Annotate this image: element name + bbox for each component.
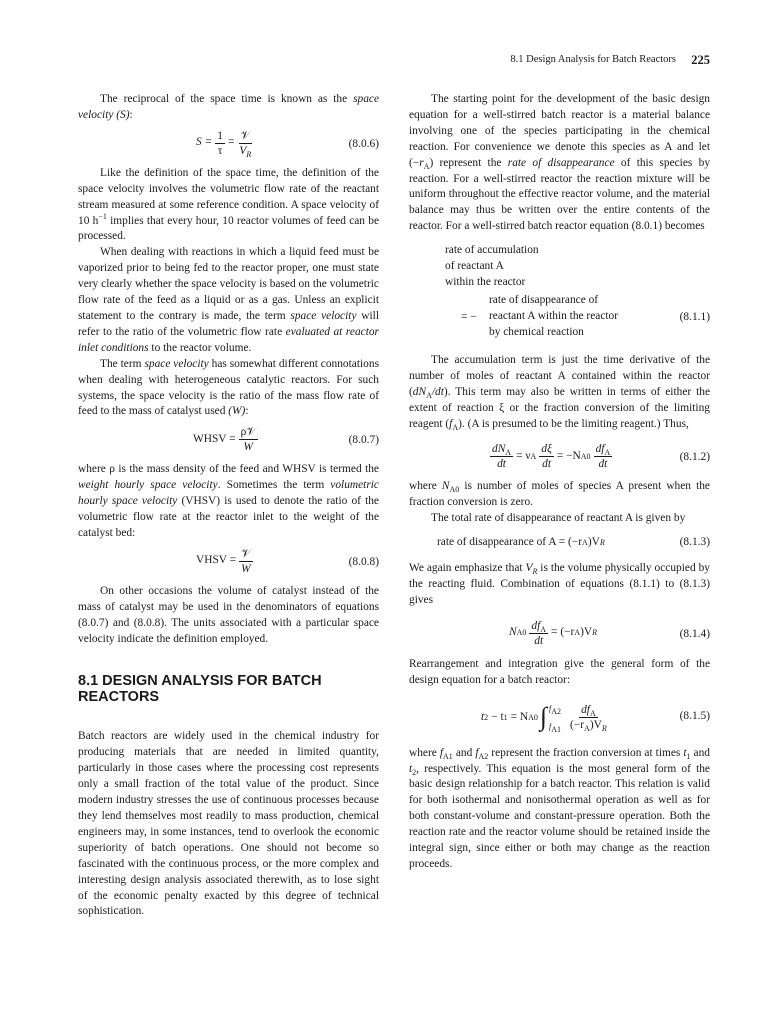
equation-8-0-6: S = $\frac{1}{\tau}$ = $\frac{\text{𝒱}}{V_R}$ (8.0.6) xyxy=(196,129,379,159)
paragraph: The starting point for the development of the basic design equation for a well-stirred batch reactor is a material balance involving one of the species participating in the chemical reaction. For convenience we denote this species as A and let $(-r_A)$ represent the rate of disappearance of this species by reaction. For a well-stirred reactor the reaction mixture will be uniform throughout the effective reactor volume, and the material balance may thus be written over the entire contents of the reactor. For a well-stirred batch reactor equation (8.0.1) becomes xyxy=(409,93,711,233)
equation-8-1-2: $\frac{dN_A}{dt}$ = ν A $\frac{d\xi}{dt}$ = −N A0 $\frac{df_A}{dt}$ (8.1.2) xyxy=(492,443,710,471)
paragraph: The reciprocal of the space time is known as the space velocity (S): xyxy=(78,93,379,121)
paragraph: Rearrangement and integration give the general form of the design equation for a batch reactor: xyxy=(409,657,710,686)
equation-number: (8.0.6) xyxy=(348,137,379,150)
paragraph: where $f_{A1}$ and $f_{A2}$ represent the fraction conversion at times $t_1$ and $t_2$, respectively. This equation is the most general form of the basic design relationship for a batch reactor. This relation is valid for both isothermal and nonisothermal operation as well as for both constant-volume and constant-pressure operation. Both the reaction rate and the reactor volume should be retained inside the integral sign, since either or both may change as the reaction proceeds. xyxy=(409,746,710,870)
left-column xyxy=(78,92,379,920)
equation-number: (8.1.4) xyxy=(679,627,710,640)
word-equation-lhs: rate of accumulation of reactant A within the reactor xyxy=(445,244,539,288)
equation-8-0-8: VHSV = $\frac{\text{𝒱}}{W}$ (8.0.8) xyxy=(196,547,379,575)
equation-8-1-3: rate of disappearance of A = (−r A )V R (8.1.3) xyxy=(409,533,710,555)
equation-number: (8.1.3) xyxy=(679,536,710,549)
paragraph: The accumulation term is just the time derivative of the number of moles of reactant A contained within the reactor $(dN_A/dt)$. This term may also be written in terms of either the extent of reaction ξ or the fraction conversion of the limiting reagent $(f_A)$. (A is presumed to be the limiting reagent.) Thus, xyxy=(409,353,710,432)
section-heading: 8.1 DESIGN ANALYSIS FOR BATCH REACTORS xyxy=(78,673,322,706)
paragraph: The total rate of disappearance of reactant A is given by xyxy=(431,512,686,525)
word-equation-rhs: = − rate of disappearance of reactant A within the reactor by chemical reaction (8.1.1) xyxy=(461,293,710,338)
equation-number: (8.0.7) xyxy=(348,434,379,447)
equation-number: (8.1.2) xyxy=(679,451,710,464)
paragraph: The term space velocity has somewhat different connotations when dealing with heterogeneous catalytic reactors. For such systems, the space velocity is the ratio of the mass flow rate of feed to the mass of catalyst used (W): xyxy=(78,357,379,418)
paragraph: On other occasions the volume of catalyst instead of the mass of catalyst may be used in the denominators of equations (8.0.7) and (8.0.8). The units associated with a particular space velocity indicate the definition employed. xyxy=(78,584,379,645)
integral-sign: ∫ xyxy=(539,701,548,731)
equation-number: (8.1.5) xyxy=(679,709,710,722)
paragraph: We again emphasize that $V_R$ is the volume physically occupied by the reacting fluid. Combination of equations (8.1.1) to (8.1.3) gives xyxy=(409,562,710,606)
equation-8-1-5: t 2 − t 1 = N A0 ∫ $f_{A2}$ $f_{A1}$ $\frac{df_A}{(-r_A)V_R}$ (8.1.5) xyxy=(481,701,710,734)
running-head: 8.1 Design Analysis for Batch Reactors xyxy=(510,54,676,65)
paragraph: When dealing with reactions in which a liquid feed must be vaporized prior to being fed to the reactor proper, one must state very clearly whether the space velocity is based on the volumetric flow rate of the feed as a liquid or as a gas. Unless an explicit statement to the contrary is made, the term space velocity will refer to the ratio of the volumetric flow rate evaluated at reactor inlet conditions to the reactor volume. xyxy=(78,246,379,354)
paragraph: where $N_{A0}$ is number of moles of species A present when the fraction conversion is zero. xyxy=(409,480,710,509)
equation-8-0-7: WHSV = $\frac{\text{ρ𝒱}}{W}$ (8.0.7) xyxy=(193,426,379,454)
equation-8-1-4: N A0 $\frac{df_A}{dt}$ = (−r A )V R (8.1.4) xyxy=(509,619,710,647)
paragraph: where ρ is the mass density of the feed and WHSV is termed the weight hourly space velocity. Sometimes the term volumetric hourly space velocity (VHSV) is used to denote the ratio of the volumetric flow rate at the reactor inlet to the weight of the catalyst bed: xyxy=(78,463,379,539)
page-header xyxy=(0,53,768,69)
equation-number: (8.1.1) xyxy=(679,310,710,323)
right-column xyxy=(409,92,710,873)
equation-number: (8.0.8) xyxy=(348,555,379,568)
paragraph: Batch reactors are widely used in the chemical industry for producing materials that are needed in limited quantity, particularly in those cases where the processing cost represents only a small fraction of the total value of the product. Since modern industry stresses the use of continuous processes because they lend themselves most readily to mass production, chemical engineers may, in some instances, tend to overlook the economic superiority of batch operations. One should not become so fascinated with the continuous process, or the more complex and interesting design analysis associated therewith, as to lose sight of the economic penalty exacted by this degree of technical sophistication. xyxy=(78,730,379,918)
page-number: 225 xyxy=(691,53,710,67)
paragraph: Like the definition of the space time, the definition of the space velocity involves the volumetric flow rate of the reactant stream measured at some reference condition. A space velocity of 10 $h^{-1}$ implies that every hour, 10 reactor volumes of feed can be processed. xyxy=(78,166,379,243)
